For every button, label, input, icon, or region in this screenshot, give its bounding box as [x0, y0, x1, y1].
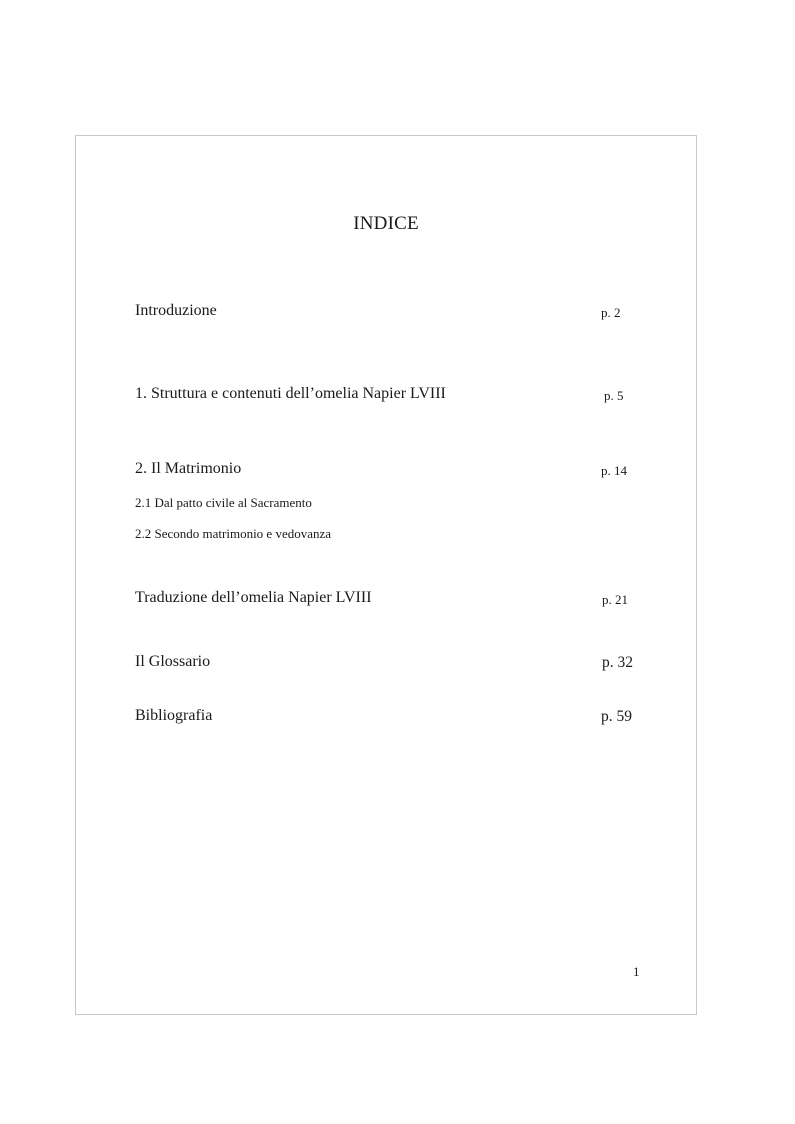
toc-entry-introduzione: Introduzione [135, 302, 217, 319]
toc-entry-struttura: 1. Struttura e contenuti dell’omelia Napier LVIII [135, 385, 446, 402]
toc-entry-glossario: Il Glossario [135, 653, 211, 670]
toc-page-matrimonio: p. 14 [601, 463, 627, 478]
toc-page-traduzione: p. 21 [602, 592, 628, 607]
toc-page-glossario: p. 32 [602, 654, 633, 671]
page-number: 1 [633, 964, 640, 979]
document-page [75, 135, 697, 1015]
toc-entry-matrimonio: 2. Il Matrimonio [135, 460, 242, 477]
toc-subentry-patto-civile: 2.1 Dal patto civile al Sacramento [135, 495, 312, 510]
toc-page-bibliografia: p. 59 [601, 708, 632, 725]
toc-subentry-secondo-matrimonio: 2.2 Secondo matrimonio e vedovanza [135, 526, 332, 541]
toc-page-introduzione: p. 2 [601, 305, 621, 320]
index-title: INDICE [353, 213, 419, 234]
toc-entry-bibliografia: Bibliografia [135, 707, 213, 724]
toc-entry-traduzione: Traduzione dell’omelia Napier LVIII [135, 589, 372, 606]
toc-page-struttura: p. 5 [604, 388, 624, 403]
